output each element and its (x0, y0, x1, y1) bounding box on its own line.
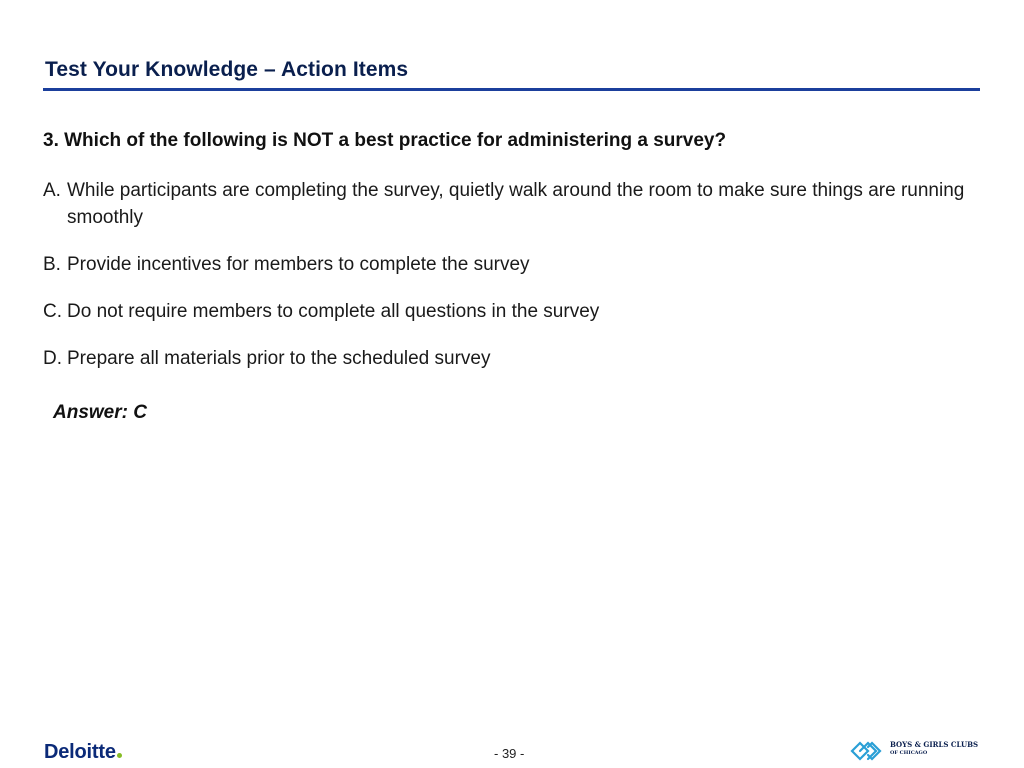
option-text: Do not require members to complete all questions in the survey (67, 301, 600, 322)
deloitte-logo-text: Deloitte (44, 741, 116, 763)
bgc-city: OF CHICAGO (890, 750, 928, 756)
boys-girls-clubs-logo (850, 736, 980, 762)
option-letter: D. (43, 348, 62, 369)
option-d (43, 345, 983, 372)
option-text: Prepare all materials prior to the scheduled survey (67, 348, 491, 369)
boys-girls-clubs-text (890, 741, 978, 757)
option-c (43, 298, 983, 325)
answer-text: Answer: C (53, 402, 147, 423)
title-divider (43, 88, 980, 91)
option-letter: A. (43, 180, 61, 201)
option-b (43, 251, 983, 278)
option-a (43, 177, 983, 231)
deloitte-dot-icon (117, 753, 122, 758)
page-number: - 39 - (494, 746, 525, 761)
answer-options (43, 177, 983, 392)
deloitte-logo (44, 741, 122, 764)
option-text: Provide incentives for members to complete the survey (67, 254, 530, 275)
slide-title: Test Your Knowledge – Action Items (45, 58, 409, 81)
boys-girls-clubs-icon (850, 737, 884, 761)
option-letter: B. (43, 254, 61, 275)
option-letter: C. (43, 301, 62, 322)
bgc-name: BOYS & GIRLS CLUBS (890, 740, 979, 749)
question-text: 3. Which of the following is NOT a best practice for administering a survey? (43, 130, 727, 151)
option-text: While participants are completing the survey, quietly walk around the room to make sure things are running smoothly (67, 180, 965, 228)
